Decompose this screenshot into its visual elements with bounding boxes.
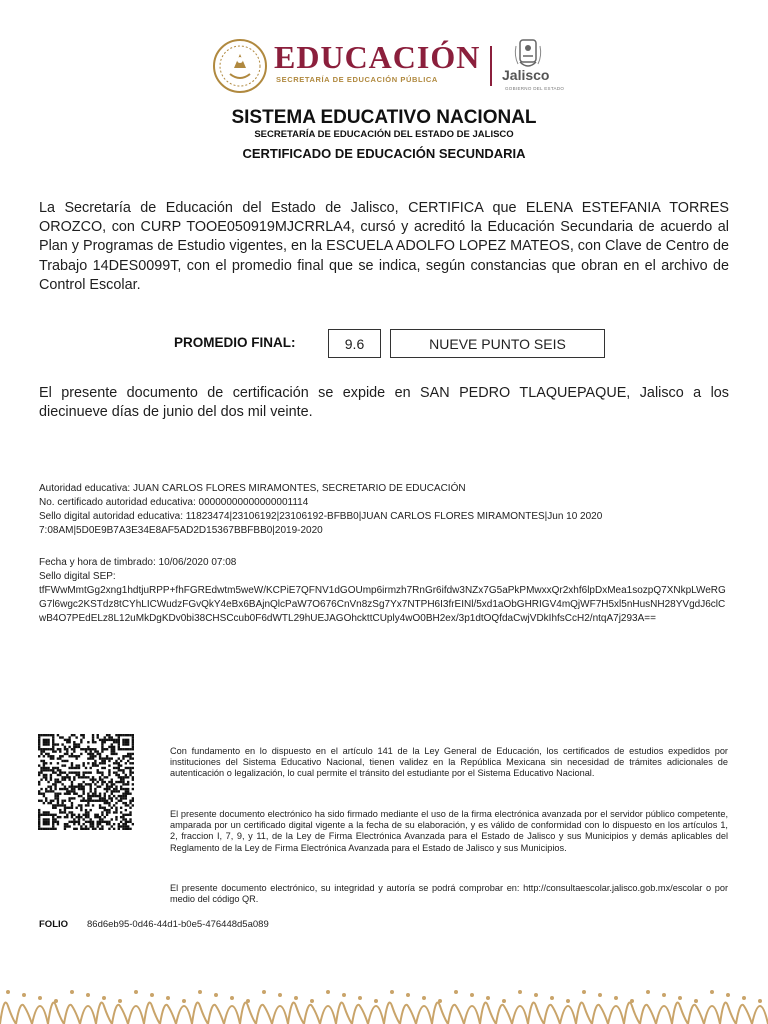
folio-value: 86d6eb95-0d46-44d1-b0e5-476448d5a089 (87, 919, 269, 930)
legal-paragraph-3: El presente documento electrónico, su integridad y autoría se podrá comprobar en: http://consultaescolar.jalisco.gob.mx/escolar o por medio del código QR. (170, 883, 728, 905)
digital-seal-line-1: Sello digital autoridad educativa: 11823474|23106192|23106192-BFBB0|JUAN CARLOS FLORES MIRAMONTES|Jun 10 2020 (39, 511, 603, 522)
cert-number-line: No. certificado autoridad educativa: 00000000000000001114 (39, 497, 309, 508)
mexico-coat-of-arms-seal-icon (212, 38, 268, 94)
certificate-title: CERTIFICADO DE EDUCACIÓN SECUNDARIA (242, 146, 526, 161)
folio-label: FOLIO (39, 919, 69, 930)
decorative-border-pattern (0, 984, 768, 1024)
brand-title: EDUCACIÓN (274, 39, 481, 75)
average-label: PROMEDIO FINAL: (174, 335, 296, 350)
state-subtitle: GOBIERNO DEL ESTADO (505, 86, 565, 91)
sep-seal-label: Sello digital SEP: (39, 571, 116, 582)
digital-seal-line-2: 7:08AM|5D0E9B7A3E34E8AF5AD2D15367BBFBB0|2019-2020 (39, 525, 323, 536)
certification-text: La Secretaría de Educación del Estado de Jalisco, CERTIFICA que ELENA ESTEFANIA TORRES OROZCO, con CURP TOOE050919MJCRRLA4, cursó y acreditó la Educación Secundaria de acuerdo al Plan y Programas de Estudio vigentes, en la ESCUELA ADOLFO LOPEZ MATEOS, con Clave de Centro de Trabajo 14DES0099T, con el promedio final que se indica, según constancias que obran en el archivo de Control Escolar. (39, 200, 730, 293)
signature-block (39, 482, 729, 538)
qr-code (38, 734, 134, 830)
brand-subtitle: SECRETARÍA DE EDUCACIÓN PÚBLICA (276, 75, 438, 84)
header-divider (490, 46, 492, 86)
issuance-text: El presente documento de certificación se expide en SAN PEDRO TLAQUEPAQUE, Jalisco a los diecinueve días de junio del dos mil veinte. (39, 385, 729, 421)
average-words: NUEVE PUNTO SEIS (429, 335, 566, 352)
legal-paragraph-2: El presente documento electrónico ha sido firmado mediante el uso de la firma electrónica avanzada por el servidor público competente, amparada por un certificado digital vigente a la fecha de su elaboración, y es válido de conformidad con lo dispuesto en los artículos 1, 2, fraccion I, 7, 9, y 11, de la Ley de Firma Electrónica Avanzada para el Estado de Jalisco y sus Municipios y demás aplicables del Reglamento de la Ley de Firma Electrónica Avanzada para el Estado de Jalisco y sus Municipios. (170, 809, 728, 853)
state-name: Jalisco (502, 67, 550, 83)
average-words-box (390, 329, 605, 358)
average-value: 9.6 (344, 335, 365, 352)
timestamp-block (39, 556, 729, 584)
average-value-box (328, 329, 381, 358)
authority-line: Autoridad educativa: JUAN CARLOS FLORES MIRAMONTES, SECRETARIO DE EDUCACIÓN (39, 483, 466, 494)
legal-paragraph-1: Con fundamento en lo dispuesto en el artículo 141 de la Ley General de Educación, los certificados de estudios expedidos por instituciones del Sistema Educativo Nacional, tienen validez en la República Mexicana sin necesidad de trámites adicionales de autenticación o legalización, lo cual permite el tránsito del estudiante por el Sistema Educativo Nacional. (170, 746, 728, 779)
timestamp-line: Fecha y hora de timbrado: 10/06/2020 07:08 (39, 557, 237, 568)
sep-seal-value: tfFWwMmtGg2xng1hdtjuRPP+fhFGREdwtm5weW/KCPiE7QFNV1dGOUmp6irmzh7RnGr6ifdw3NZx7G5aPkPMwxxQr2xhf6lpDxMea1sozpQ7XNkpLWeRGG7l6wgc2KSTdz8tCYhLICWudzFGvQkY4eBx6BAjnQlcPaW7O676CnVn8zSg7Yx7NTPH6I3frEINl/5xd1aObGHRIGV4mQjWF7H5xl5nHusNH28YVgdJ6clCwB4O7PEdELz8L12uMkDgKDv0bi38CHSCcub0F6dWTL29hUEJAGOhckttCUply4wO0BH2ex/3p1dtOQfdaCwjVDkIhfsCcH2/ntqA7j293A== (39, 585, 726, 624)
system-title: SISTEMA EDUCATIVO NACIONAL (231, 107, 537, 128)
secretariat-title: SECRETARÍA DE EDUCACIÓN DEL ESTADO DE JALISCO (254, 129, 514, 140)
